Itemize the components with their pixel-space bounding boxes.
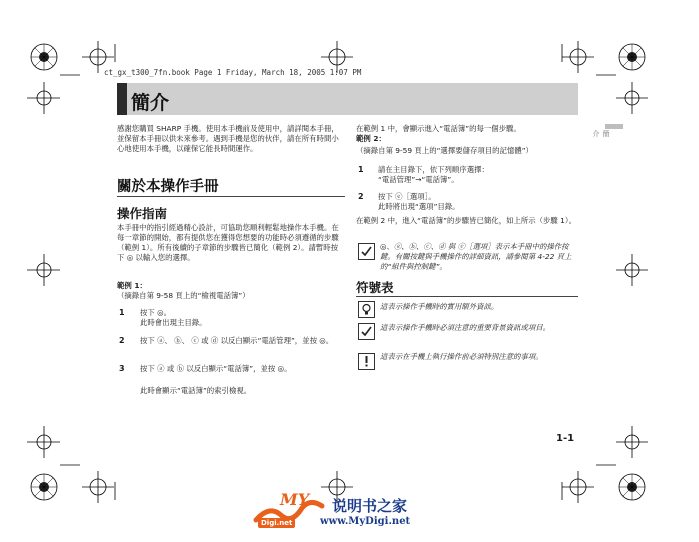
step-number: 2 — [119, 336, 125, 345]
step-text: 按下 ⓔ［選項］。 — [378, 192, 436, 201]
side-tab-label: 簡介 — [592, 130, 610, 137]
side-tab — [591, 124, 623, 140]
section-title-manual: 關於本操作手冊 — [117, 178, 219, 195]
symbol-text: 這表示在手機上執行操作前必須特別注意的事項。 — [380, 352, 543, 361]
checkmark-icon — [358, 243, 375, 260]
symbols-rule — [356, 296, 578, 297]
intro-paragraph: 感謝您購買 SHARP 手機。使用本手機前及使用中，請詳閱本手冊，並保留本手冊以供未來參考。遇到手機是您的伙伴，請在所有時間小心地使用本手機，以確保它能長時間運作。 — [117, 124, 339, 153]
site-logo — [252, 490, 452, 534]
step-number: 2 — [358, 192, 364, 201]
page-number: 1-1 — [556, 433, 575, 444]
title-bar — [117, 83, 578, 115]
logo-tagline: 说明书之家 — [332, 497, 408, 515]
example1-ref: （摘錄自第 9-58 頁上的“檢視電話簿”） — [117, 291, 250, 300]
guide-paragraph: 本手冊中的指引經過精心設計，可協助您順利輕鬆地操作本手機。在每一章節的開始，都有提供您在獲得您想要的功能時必須遵循的步驟（範例 1）。所有後續的子章節的步驟皆已簡化（範例 2）。請暫時按下 ◎ 以輸入您的選擇。 — [117, 223, 339, 262]
example1-summary: 在範例 1 中，會顯示進入“電話簿”的每一個步驟。 — [356, 124, 521, 133]
symbol-text: 這表示操作手機時的實用額外資訊。 — [380, 302, 499, 311]
symbols-title: 符號表 — [356, 280, 394, 295]
section-rule — [117, 196, 345, 197]
example2-summary: 在範例 2 中，進入“電話簿”的步驟皆已簡化，如上所示（步驟 1）。 — [356, 216, 576, 225]
page-title: 簡介 — [131, 92, 170, 114]
step-subtext: 此時將出現“選項”目錄。 — [378, 202, 460, 211]
warning-icon — [358, 353, 375, 370]
logo-brand: MY — [280, 490, 310, 509]
logo-badge: Digi.net — [258, 518, 295, 528]
guide-title: 操作指南 — [117, 206, 168, 221]
example1-label: 範例 1： — [117, 281, 147, 290]
title-bar-accent — [117, 83, 127, 115]
example2-ref: （摘錄自第 9-59 頁上的“選擇要儲存項目的記憶體”） — [356, 146, 533, 155]
logo-url: www.MyDigi.net — [320, 516, 411, 527]
step-text: 請在主目錄下，依下列順序選擇： — [378, 165, 489, 174]
step-subtext: 此時會顯示“電話簿”的索引檢視。 — [140, 386, 252, 395]
step-text: 按下 ⓐ、 ⓑ、 ⓒ 或 ⓓ 以反白顯示“電話管理”，並按 ◎。 — [140, 336, 334, 345]
step-number: 3 — [119, 364, 125, 373]
step-text: 按下 ◎。 — [140, 308, 171, 317]
example2-label: 範例 2： — [356, 134, 386, 143]
step-subtext: “電話管理”→“電話簿”。 — [378, 175, 459, 184]
step-number: 1 — [119, 308, 125, 317]
checkmark-icon — [358, 323, 375, 340]
step-subtext: 此時會出現主目錄。 — [140, 318, 207, 327]
side-tab-bar — [605, 124, 623, 129]
symbol-text: 這表示操作手機時必須注意的重要背景資訊或項目。 — [380, 323, 550, 332]
file-info-line: ct_gx_t300_7fn.book Page 1 Friday, March 18, 2005 1:07 PM — [104, 68, 362, 77]
step-text: 按下 ⓐ 或 ⓑ 以反白顯示“電話簿”，並按 ◎。 — [140, 364, 292, 373]
step-number: 1 — [358, 165, 364, 174]
lightbulb-icon — [358, 301, 375, 318]
keys-note: ◎、ⓐ、ⓑ、ⓒ、ⓓ 與 ⓔ［選項］表示本手冊中的操作按鍵。有關按鍵與手機操作的詳細資訊，請參閱第 4-22 頁上的“組件與控制鍵”。 — [380, 242, 572, 271]
